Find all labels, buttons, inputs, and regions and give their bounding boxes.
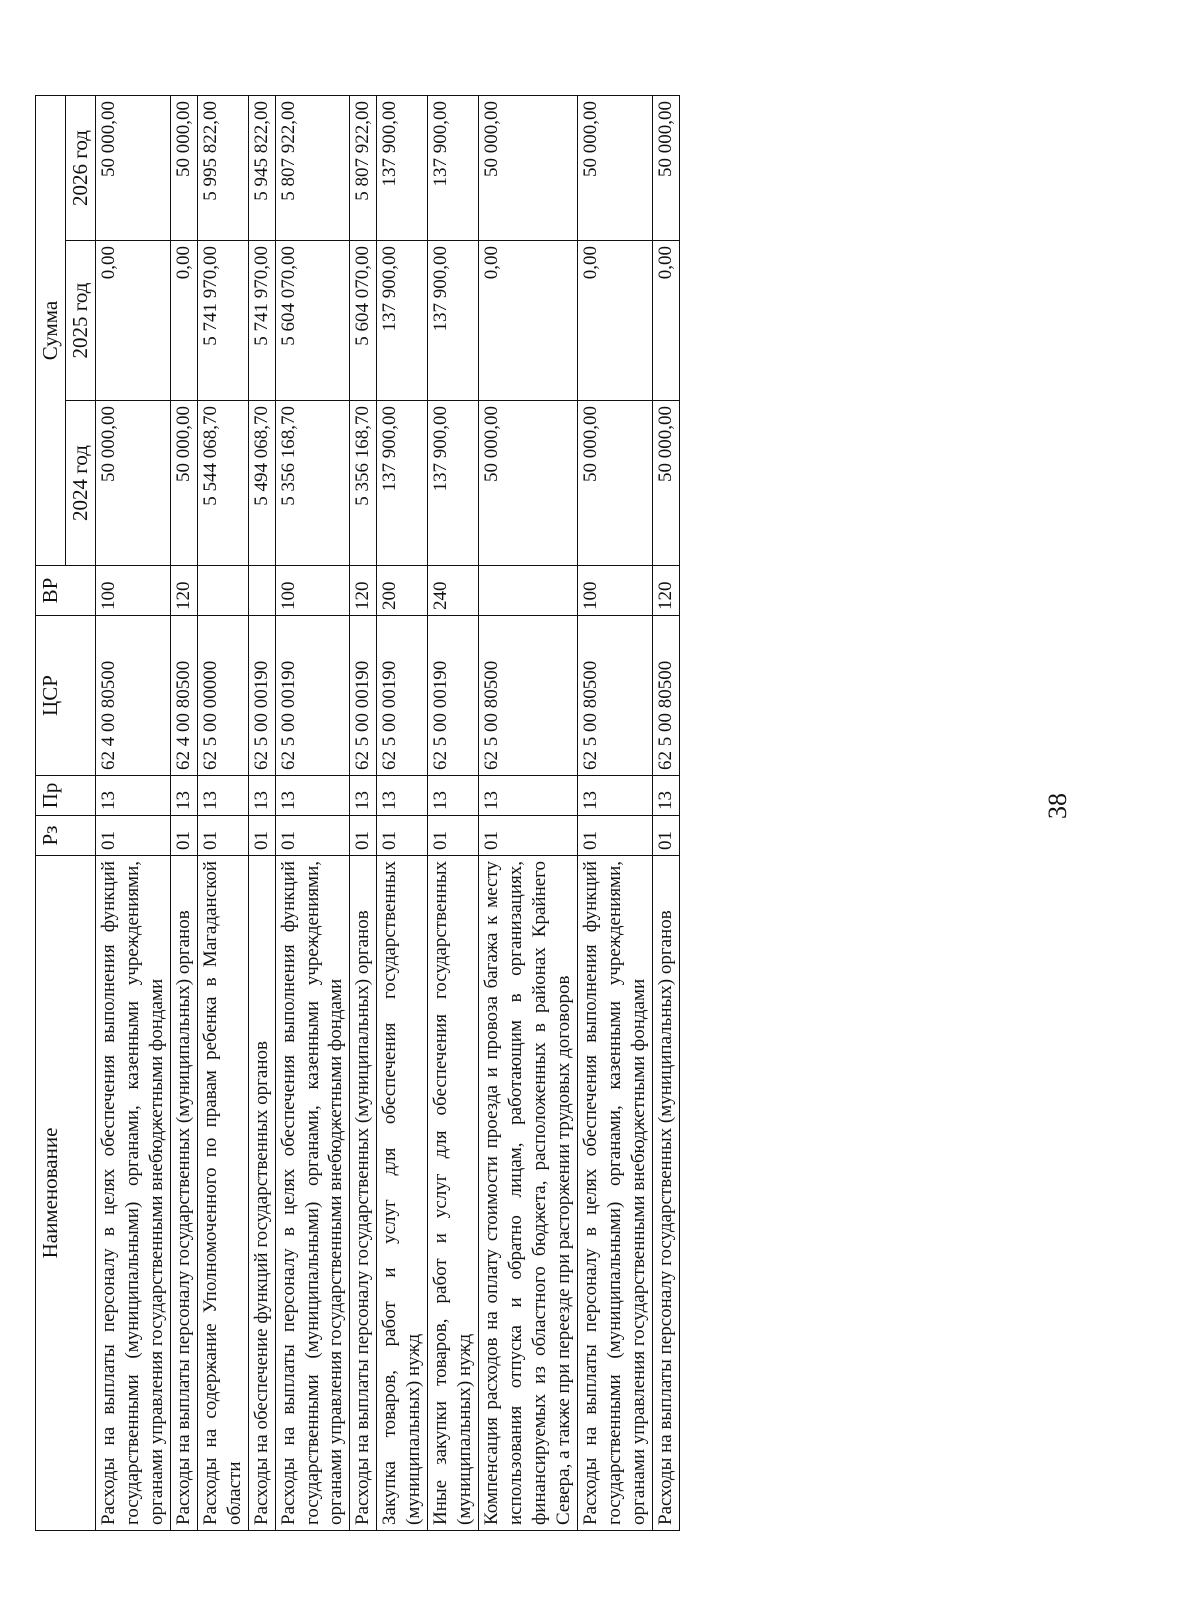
row-csr: 62 5 00 00190: [248, 616, 275, 776]
table-row: [197, 95, 248, 1530]
row-pr: 13: [96, 776, 171, 816]
row-name: Иные закупки товаров, работ и услуг для обеспечения государственных (муниципальных) нужд: [428, 856, 479, 1531]
row-name: Расходы на выплаты персоналу государственных (муниципальных) органов: [350, 856, 377, 1531]
row-sum-2026: 50 000,00: [652, 95, 679, 240]
row-csr: 62 5 00 00190: [350, 616, 377, 776]
row-rz: 01: [248, 816, 275, 856]
table-row: [479, 95, 578, 1530]
table-row: [577, 95, 652, 1530]
table-row: [96, 95, 171, 1530]
row-csr: 62 5 00 80500: [652, 616, 679, 776]
row-csr: 62 5 00 80500: [479, 616, 578, 776]
row-name: Расходы на содержание Уполномоченного по правам ребенка в Магаданской области: [197, 856, 248, 1531]
header-2024: 2024 год: [66, 401, 96, 566]
row-sum-2025: 0,00: [96, 241, 171, 401]
row-rz: 01: [428, 816, 479, 856]
row-name: Компенсация расходов на оплату стоимости проезда и провоза багажа к месту использования отпуска и обратно лицам, работающим в организациях, финансируемых из областного бюджета, расположенных в районах Крайнего Севера, а также при переезде при расторжении трудовых договоров: [479, 856, 578, 1531]
row-name: Расходы на выплаты персоналу государственных (муниципальных) органов: [652, 856, 679, 1531]
header-name: Наименование: [36, 856, 96, 1531]
row-sum-2024: 137 900,00: [428, 401, 479, 566]
row-csr: 62 5 00 00190: [377, 616, 428, 776]
row-name: Расходы на выплаты персоналу в целях обеспечения выполнения функций государственными (муниципальными) органами, казенными учреждениями, органами управления государственными внебюджетными фондами: [275, 856, 350, 1531]
row-sum-2026: 50 000,00: [479, 95, 578, 240]
row-sum-2026: 5 807 922,00: [350, 95, 377, 240]
table-row: [275, 95, 350, 1530]
row-sum-2024: 5 544 068,70: [197, 401, 248, 566]
row-sum-2024: 50 000,00: [170, 401, 197, 566]
row-pr: 13: [350, 776, 377, 816]
row-name: Расходы на выплаты персоналу в целях обеспечения выполнения функций государственными (муниципальными) органами, казенными учреждениями, органами управления государственными внебюджетными фондами: [577, 856, 652, 1531]
row-rz: 01: [197, 816, 248, 856]
row-sum-2026: 50 000,00: [577, 95, 652, 240]
row-vr: 120: [350, 566, 377, 616]
rotated-page-content: [35, 76, 1120, 1531]
row-sum-2024: 137 900,00: [377, 401, 428, 566]
row-pr: 13: [428, 776, 479, 816]
row-vr: 100: [96, 566, 171, 616]
row-sum-2026: 50 000,00: [96, 95, 171, 240]
row-rz: 01: [377, 816, 428, 856]
row-rz: 01: [170, 816, 197, 856]
header-vr: ВР: [36, 566, 96, 616]
row-sum-2026: 137 900,00: [428, 95, 479, 240]
row-rz: 01: [577, 816, 652, 856]
row-pr: 13: [248, 776, 275, 816]
row-sum-2025: 5 741 970,00: [197, 241, 248, 401]
row-pr: 13: [197, 776, 248, 816]
row-rz: 01: [479, 816, 578, 856]
table-row: [377, 95, 428, 1530]
row-vr: [479, 566, 578, 616]
row-pr: 13: [577, 776, 652, 816]
row-name: Расходы на обеспечение функций государственных органов: [248, 856, 275, 1531]
row-csr: 62 4 00 80500: [96, 616, 171, 776]
row-vr: 100: [275, 566, 350, 616]
row-rz: 01: [350, 816, 377, 856]
table-row: [652, 95, 679, 1530]
row-rz: 01: [96, 816, 171, 856]
row-sum-2025: 137 900,00: [377, 241, 428, 401]
row-sum-2025: 0,00: [652, 241, 679, 401]
row-sum-2026: 137 900,00: [377, 95, 428, 240]
row-vr: 200: [377, 566, 428, 616]
row-name: Закупка товаров, работ и услуг для обеспечения государственных (муниципальных) нужд: [377, 856, 428, 1531]
row-sum-2026: 5 807 922,00: [275, 95, 350, 240]
row-sum-2024: 50 000,00: [479, 401, 578, 566]
budget-table: [35, 95, 680, 1531]
row-sum-2024: 50 000,00: [652, 401, 679, 566]
row-rz: 01: [652, 816, 679, 856]
header-rz: Рз: [36, 816, 96, 856]
row-sum-2026: 5 945 822,00: [248, 95, 275, 240]
header-2025: 2025 год: [66, 241, 96, 401]
row-sum-2025: 5 604 070,00: [350, 241, 377, 401]
header-2026: 2026 год: [66, 95, 96, 240]
row-vr: [197, 566, 248, 616]
row-name: Расходы на выплаты персоналу в целях обеспечения выполнения функций государственными (муниципальными) органами, казенными учреждениями, органами управления государственными внебюджетными фондами: [96, 856, 171, 1531]
row-sum-2026: 50 000,00: [170, 95, 197, 240]
row-sum-2024: 50 000,00: [96, 401, 171, 566]
header-sum: Сумма: [36, 95, 66, 565]
row-sum-2025: 0,00: [479, 241, 578, 401]
row-vr: 100: [577, 566, 652, 616]
row-sum-2025: 5 741 970,00: [248, 241, 275, 401]
row-vr: [248, 566, 275, 616]
row-vr: 120: [170, 566, 197, 616]
row-pr: 13: [377, 776, 428, 816]
row-csr: 62 5 00 00190: [428, 616, 479, 776]
row-sum-2026: 5 995 822,00: [197, 95, 248, 240]
page-number: 38: [1043, 793, 1072, 819]
row-pr: 13: [479, 776, 578, 816]
table-row: [428, 95, 479, 1530]
row-pr: 13: [170, 776, 197, 816]
row-csr: 62 5 00 00190: [275, 616, 350, 776]
row-sum-2025: 137 900,00: [428, 241, 479, 401]
row-sum-2024: 50 000,00: [577, 401, 652, 566]
header-csr: ЦСР: [36, 616, 96, 776]
row-sum-2024: 5 356 168,70: [275, 401, 350, 566]
row-csr: 62 4 00 80500: [170, 616, 197, 776]
table-row: [248, 95, 275, 1530]
row-sum-2025: 5 604 070,00: [275, 241, 350, 401]
table-row: [170, 95, 197, 1530]
row-name: Расходы на выплаты персоналу государственных (муниципальных) органов: [170, 856, 197, 1531]
row-pr: 13: [275, 776, 350, 816]
header-pr: Пр: [36, 776, 96, 816]
row-sum-2025: 0,00: [170, 241, 197, 401]
table-row: [350, 95, 377, 1530]
row-sum-2024: 5 494 068,70: [248, 401, 275, 566]
row-vr: 240: [428, 566, 479, 616]
row-csr: 62 5 00 00000: [197, 616, 248, 776]
row-sum-2024: 5 356 168,70: [350, 401, 377, 566]
row-rz: 01: [275, 816, 350, 856]
row-vr: 120: [652, 566, 679, 616]
row-pr: 13: [652, 776, 679, 816]
row-sum-2025: 0,00: [577, 241, 652, 401]
row-csr: 62 5 00 80500: [577, 616, 652, 776]
